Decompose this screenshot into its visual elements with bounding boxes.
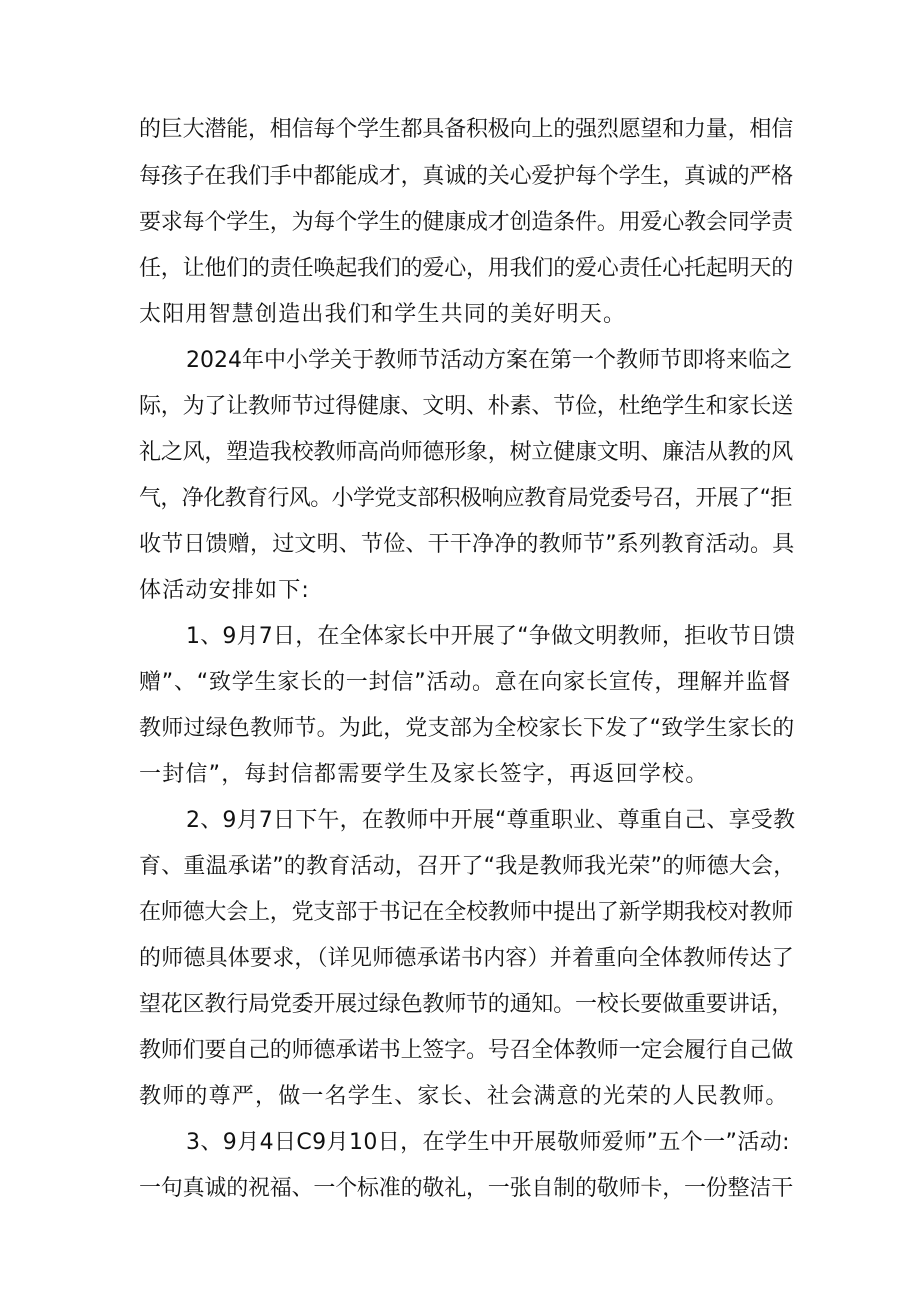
text-line: 每孩子在我们手中都能成才，真诚的关心爱护每个学生，真诚的严格 [139,164,794,189]
text-line: 收节日馈赠，过文明、节俭、干干净净的教师节”系列教育活动。具 [139,532,795,557]
paragraph-start-line: 3、9月4日C9月10日，在学生中开展敬师爱师”五个一”活动: [186,1130,790,1155]
text-line: 任，让他们的责任唤起我们的爱心，用我们的爱心责任心托起明天的 [139,256,794,281]
text-line: 望花区教行局党委开展过绿色教师节的通知。一校长要做重要讲话， [139,992,794,1017]
paragraph-start-line: 2、9月7日下午，在教师中开展“尊重职业、尊重自己、享受教 [186,808,796,833]
text-line: 的巨大潜能，相信每个学生都具备积极向上的强烈愿望和力量，相信 [139,117,794,142]
text-line: 要求每个学生，为每个学生的健康成才创造条件。用爱心教会同学责 [139,210,794,235]
text-line: 体活动安排如下: [139,578,311,603]
paragraph-start-line: 1、9月7日，在全体家长中开展了“争做文明教师，拒收节日馈 [186,624,796,649]
text-line: 气，净化教育行风。小学党支部积极响应教育局党委号召，开展了“拒 [139,486,792,511]
text-line: 一封信”，每封信都需要学生及家长签字，再返回学校。 [139,762,709,787]
text-line: 教师的尊严，做一名学生、家长、社会满意的光荣的人民教师。 [139,1084,789,1109]
text-line: 礼之风，塑造我校教师高尚师德形象，树立健康文明、廉洁从教的风 [139,440,794,465]
text-line: 赠”、“致学生家长的一封信”活动。意在向家长宣传，理解并监督 [139,670,792,695]
text-line: 太阳用智慧创造出我们和学生共同的美好明天。 [139,302,627,327]
text-line: 育、重温承诺”的教育活动，召开了“我是教师我光荣”的师德大会， [139,854,796,879]
text-line: 在师德大会上，党支部于书记在全校教师中提出了新学期我校对教师 [139,900,794,925]
text-line: 教师过绿色教师节。为此，党支部为全校家长下发了“致学生家长的 [139,716,795,741]
text-line: 的师德具体要求，（详见师德承诺书内容）并着重向全体教师传达了 [139,946,795,971]
paragraph-start-line: 2024年中小学关于教师节活动方案在第一个教师节即将来临之 [186,348,792,373]
text-line: 一句真诚的祝福、一个标准的敬礼，一张自制的敬师卡，一份整洁干 [139,1176,794,1201]
text-line: 际，为了让教师节过得健康、文明、朴素、节俭，杜绝学生和家长送 [139,394,794,419]
text-line: 教师们要自己的师德承诺书上签字。号召全体教师一定会履行自己做 [139,1038,794,1063]
